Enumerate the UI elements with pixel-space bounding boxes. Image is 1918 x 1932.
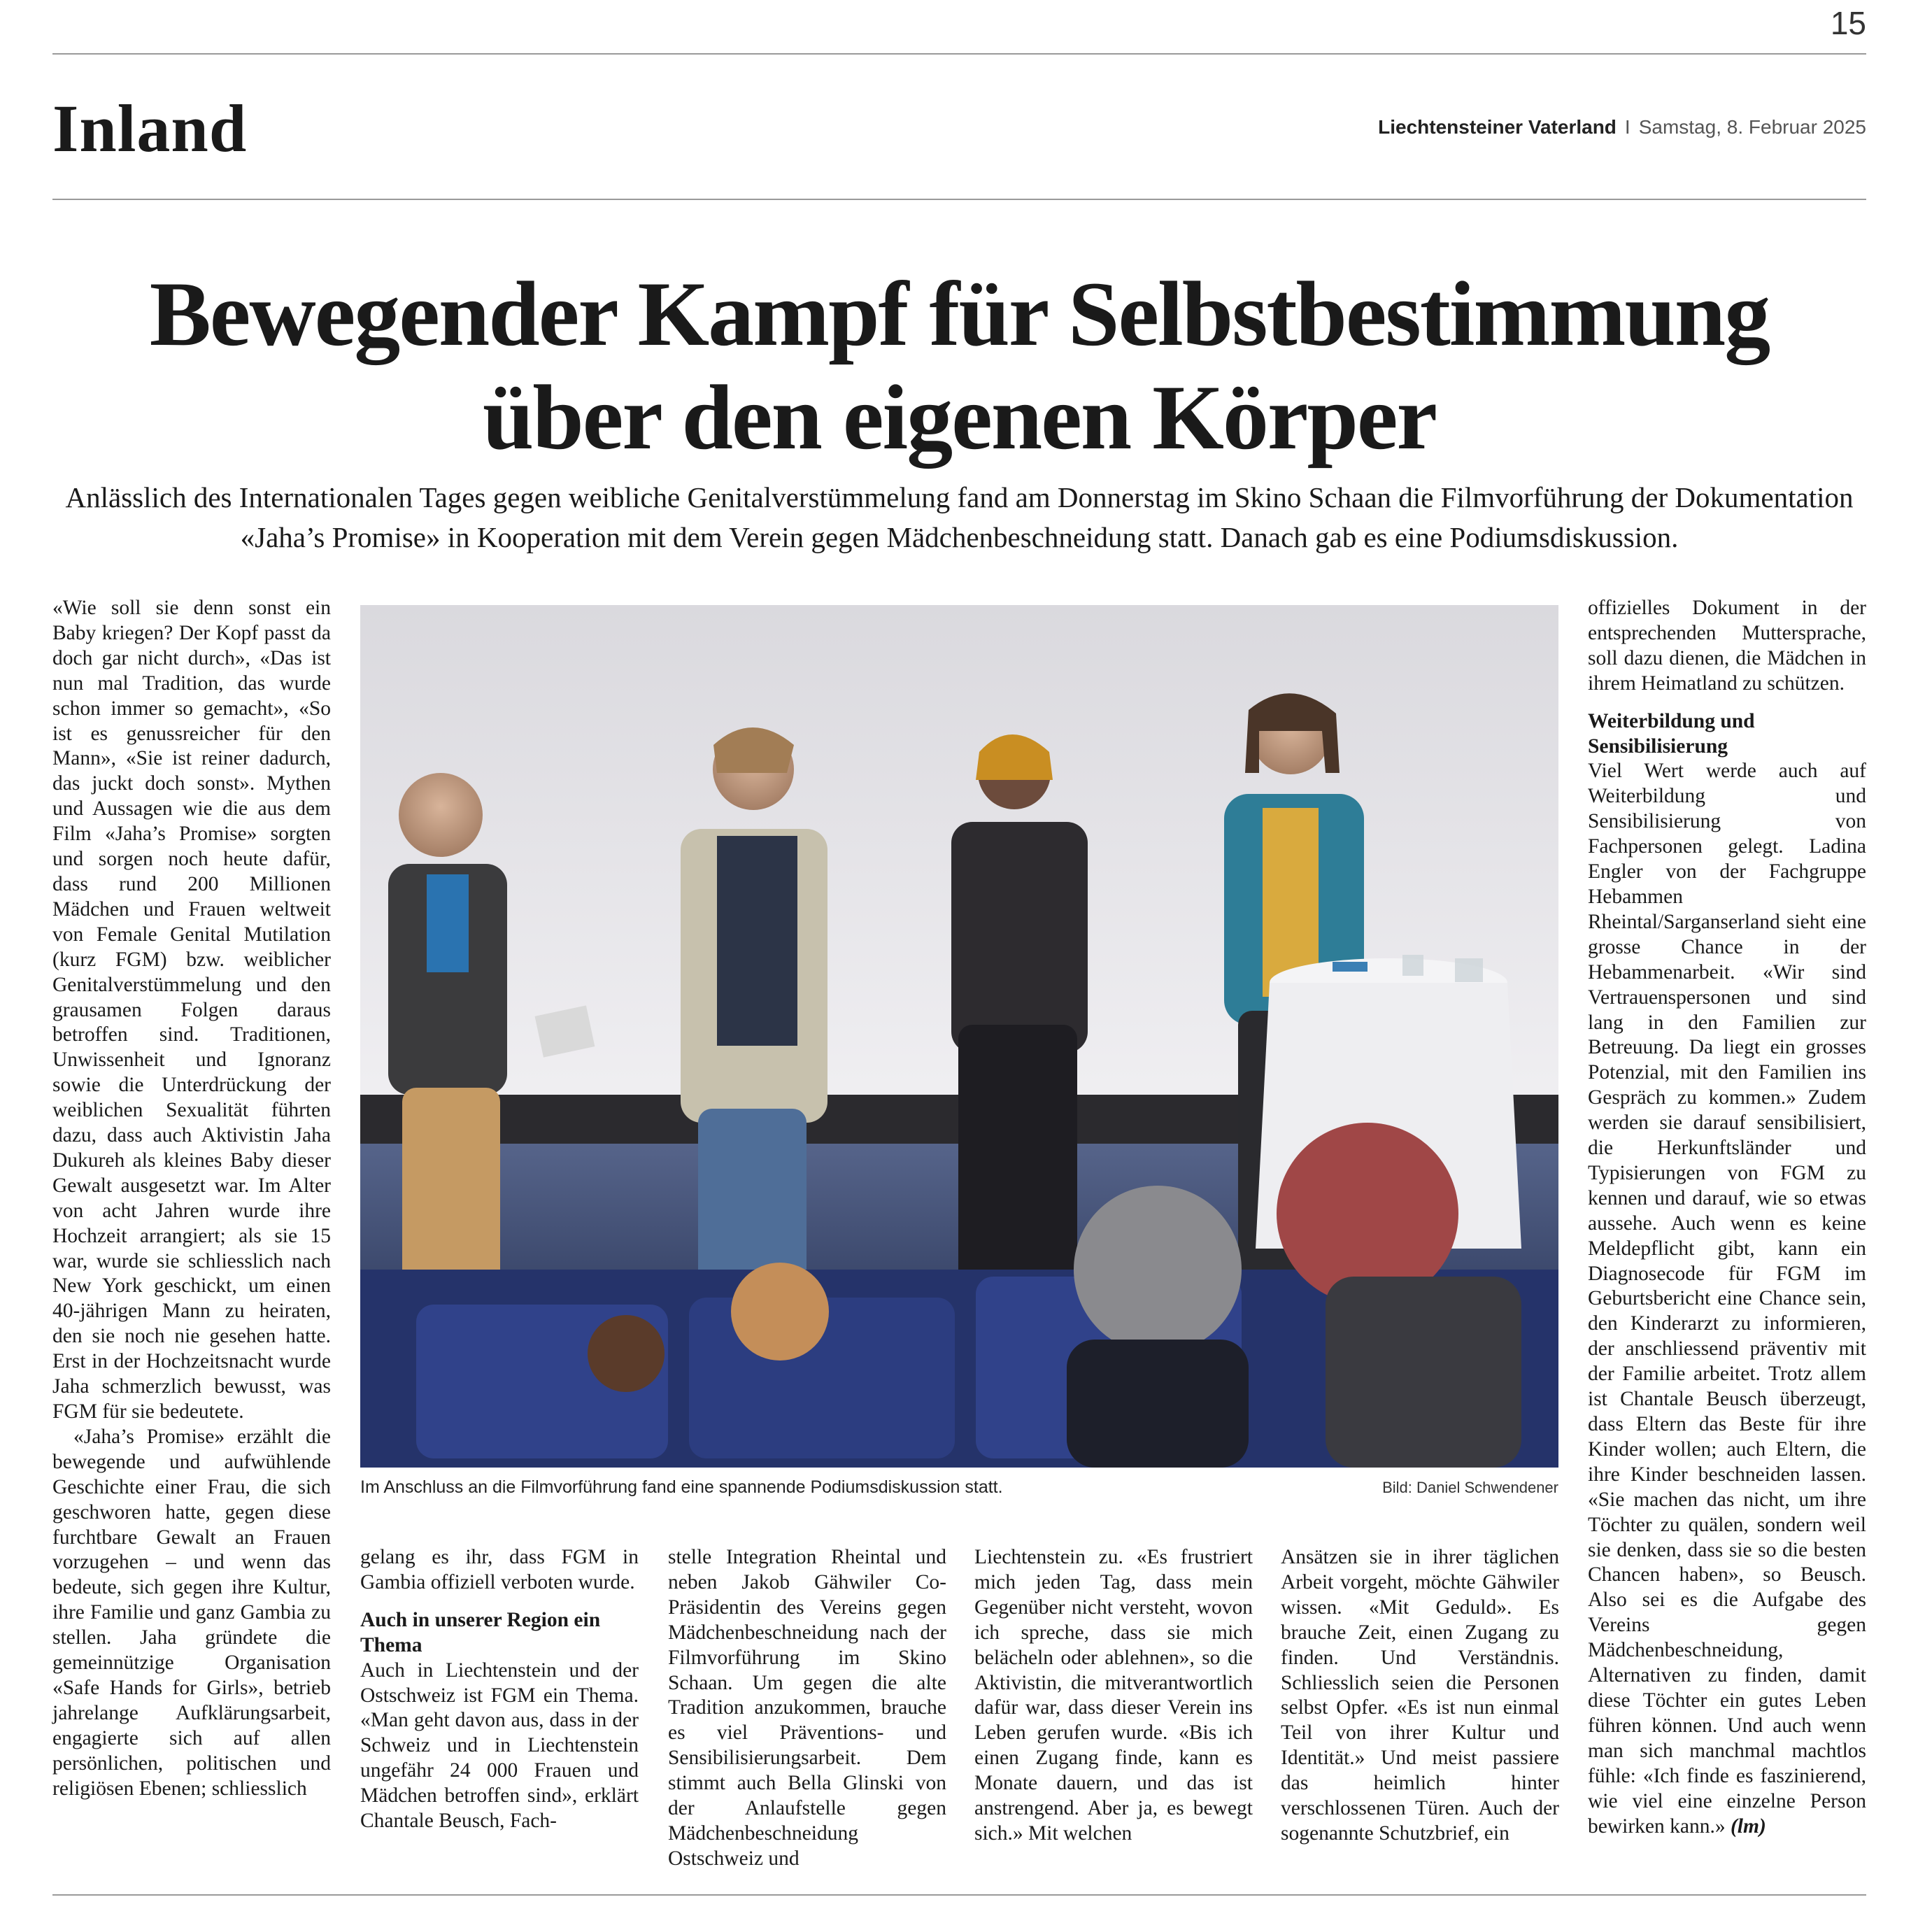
col3-paragraph-1: stelle Integration Rheintal und neben Jakob Gähwiler Co-Präsidentin des Vereins gegen Mädchenbeschneidung nach der Filmvorführung im Skino Schaan. Um gegen die alte Tradition anzukommen, brauche es viel Präventions- und Sensibilisierungsarbeit. Dem stimmt auch Bella Glinski von der Anlaufstelle gegen Mädchenbeschneidung Ostschweiz und xyxy=(668,1546,946,1870)
podium-photo-illustration xyxy=(360,605,1558,1468)
col2-paragraph-1: gelang es ihr, dass FGM in Gambia offiziell verboten wurde. xyxy=(360,1546,639,1593)
col6-paragraph-2 xyxy=(1588,759,1866,1839)
page-number: 15 xyxy=(1830,5,1866,41)
photo-caption-area xyxy=(360,1477,1558,1498)
col5-paragraph-1: Ansätzen sie in ihrer täglichen Arbeit vorgeht, möchte Gähwiler wissen. «Mit Geduld». Es brauche Zeit, einen Zugang zu finden. Und Verständnis. Schliesslich seien die Personen selbst Opfer. «Es ist nun einmal Teil von ihrer Kultur und Identität.» Und meist passiere das heimlich hinter verschlossenen Türen. Auch der sogenannte Schutzbrief, ein xyxy=(1281,1546,1559,1845)
headline-line-2: über den eigenen Körper xyxy=(482,366,1437,469)
col6-paragraph-2-text: Viel Wert werde auch auf Weiterbildung und Sensibilisierung von Fachpersonen gelegt. Ladina Engler von der Fachgruppe Hebammen Rheintal/Sarganserland sieht eine grosse Chance in der Hebammenarbeit. «Wir sind Vertrauenspersonen und sind lang in den Familien zur Betreuung. Da liegt ein grosses Potenzial, mit den Familien ins Gespräch zu kommen.» Zudem werden sie darauf sensibilisiert, die Herkunftsländer und Typisierungen von FGM zu kennen und darauf, wie so etwas aussehe. Auch wenn es keine Meldepflicht gibt, kann ein Diagnosecode für FGM im Geburtsbericht eine Chance sein, den Kinderarzt zu informieren, der anschliessend präventiv mit der Familie arbeitet. Trotz allem ist Chantale Beusch überzeugt, dass Eltern das Beste für ihre Kinder wollen; auch Eltern, die ihre Kinder beschneiden lassen. «Sie machen das nicht, um ihre Töchter zu quälen, sondern weil sie denken, dass sie so die besten Chancen haben», so Beusch. Also sei es die Aufgabe des Vereins gegen Mädchenbeschneidung, Alternativen zu finden, damit diese Töchter ein gutes Leben führen können. Und auch wenn man sich manchmal machtlos fühle: «Ich finde es faszinierend, wie viel eine einzelne Person bewirken kann.» xyxy=(1588,760,1866,1838)
photo-credit: Bild: Daniel Schwendener xyxy=(1382,1479,1558,1496)
article-column-2 xyxy=(360,1545,639,1834)
subhead-training: Weiterbildung und Sensibilisierung xyxy=(1588,709,1755,758)
article-column-1 xyxy=(52,596,331,1802)
headline xyxy=(52,262,1866,469)
lead-paragraph: Anlässlich des Internationalen Tages gegen weibliche Genitalverstümmelung fand am Donnerstag im Skino Schaan die Filmvorführung der Dokumentation «Jaha’s Promise» in Kooperation mit dem Verein gegen Mädchenbeschneidung statt. Danach gab es eine Podiumsdiskussion. xyxy=(65,481,1854,553)
col6-paragraph-1: offizielles Dokument in der entsprechenden Muttersprache, soll dazu dienen, die Mädchen in ihrem Heimatland zu schützen. xyxy=(1588,597,1866,695)
article-column-5 xyxy=(1281,1545,1559,1847)
publication-name: Liechtensteiner Vaterland xyxy=(1378,116,1617,138)
col1-paragraph-1: «Wie soll sie denn sonst ein Baby kriegen? Der Kopf passt da doch gar nicht durch», «Das ist nun mal Tradition, das wurde schon immer so gemacht», «So ist es genussreicher für den Mann», «Sie ist reiner dadurch, das juckt doch sonst». Mythen und Aussagen wie die aus dem Film «Jaha’s Promise» sorgten und sorgen noch heute dafür, dass rund 200 Millionen Mädchen und Frauen weltweit von Female Genital Mutilation (kurz FGM) bzw. weiblicher Genitalverstümmelung und den grausamen Folgen daraus betroffen sind. Traditionen, Unwissenheit und Ignoranz sowie die Unterdrückung der weiblichen Sexualität führten dazu, dass auch Aktivistin Jaha Dukureh als kleines Baby dieser Gewalt ausgesetzt war. Im Alter von acht Jahren wurde ihre Hochzeit arrangiert; als sie 15 war, wurde sie schliesslich nach New York geschickt, um einen 40-jährigen Mann zu heiraten, den sie noch nie gesehen hatte. Erst in der Hochzeitsnacht wurde Jaha schmerzlich bewusst, was FGM für sie bedeutete. xyxy=(52,597,331,1423)
article-photo xyxy=(360,605,1558,1468)
headline-line-1: Bewegender Kampf für Selbstbestimmung xyxy=(149,262,1770,365)
article-column-4 xyxy=(974,1545,1253,1847)
photo-caption: Im Anschluss an die Filmvorführung fand eine spannende Podiumsdiskussion statt. xyxy=(360,1477,1003,1497)
col2-paragraph-2: Auch in Liechtenstein und der Ostschweiz ist FGM ein Thema. «Man geht davon aus, dass in der Schweiz und in Liechtenstein ungefähr 24 000 Frauen und Mädchen betroffen sind», erklärt Chantale Beusch, Fach- xyxy=(360,1658,639,1833)
bottom-rule xyxy=(52,1894,1866,1896)
subhead-region: Auch in unserer Region ein Thema xyxy=(360,1608,601,1656)
issue-date: Samstag, 8. Februar 2025 xyxy=(1638,116,1866,138)
article-column-6 xyxy=(1588,596,1866,1839)
header-rule xyxy=(52,199,1866,200)
article-column-3 xyxy=(668,1545,946,1872)
masthead xyxy=(1378,116,1866,138)
top-rule xyxy=(52,53,1866,55)
col4-paragraph-1: Liechtenstein zu. «Es frustriert mich jeden Tag, dass mein Gegenüber nicht versteht, wovon ich spreche, dass sie mich belächeln oder ablehnen», so die Aktivistin, die mitverantwortlich dafür war, dass dieser Verein ins Leben gerufen wurde. «Bis ich einen Zugang finde, kann es Monate dauern, und das ist anstrengend. Aber ja, es bewegt sich.» Mit welchen xyxy=(974,1546,1253,1845)
masthead-separator: I xyxy=(1624,116,1631,138)
col1-paragraph-2: «Jaha’s Promise» erzählt die bewegende und aufwühlende Geschichte einer Frau, die sich geschworen hatte, gegen diese furchtbare Gewalt an Frauen vorzugehen – und wenn das bedeute, sich gegen ihre Kultur, ihre Familie und ganz Gambia zu stellen. Jaha gründete die gemeinnützige Organisation «Safe Hands for Girls», betrieb jahrelange Aufklärungsarbeit, engagierte sich auf allen persönlichen, politischen und religiösen Ebenen; schliesslich xyxy=(52,1425,331,1800)
author-signature: (lm) xyxy=(1730,1814,1766,1838)
section-title: Inland xyxy=(52,91,248,166)
